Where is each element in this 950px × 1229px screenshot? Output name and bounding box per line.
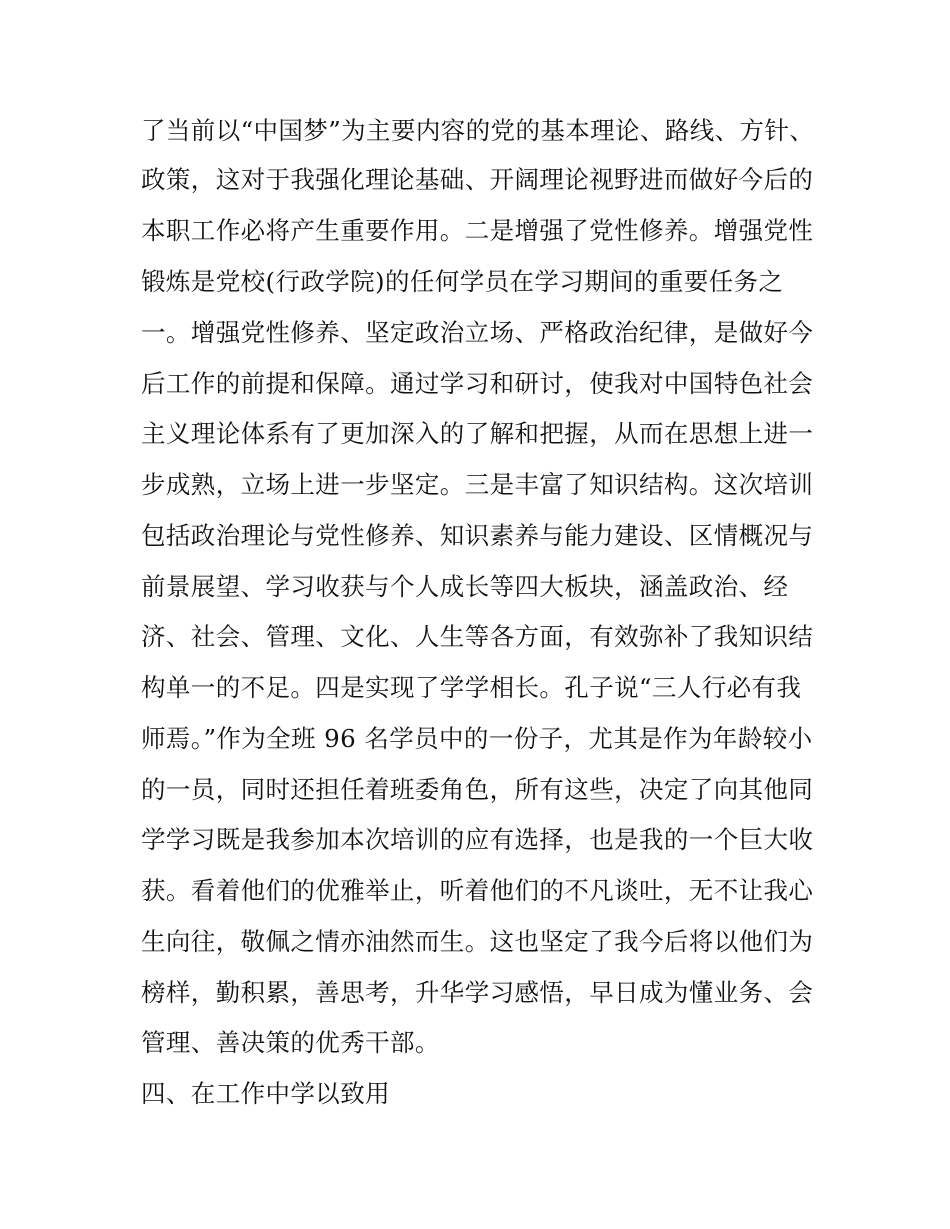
body-line-14: 的一员，同时还担任着班委角色，所有这些，决定了向其他同 [141,775,814,804]
body-line-12: 构单一的不足。四是实现了学学相长。孔子说“三人行必有我 [141,673,802,702]
body-line-18: 榜样，勤积累，善思考，升华学习感悟，早日成为懂业务、会 [141,978,814,1007]
body-line-3: 本职工作必将产生重要作用。二是增强了党性修养。增强党性 [141,216,814,245]
body-line-19: 管理、善决策的优秀干部。 [141,1028,440,1057]
body-line-4: 锻炼是党校(行政学院)的任何学员在学习期间的重要任务之 [141,267,784,296]
body-line-2: 政策，这对于我强化理论基础、开阔理论视野进而做好今后的 [141,165,814,194]
body-line-1: 了当前以“中国梦”为主要内容的党的基本理论、路线、方针、 [141,116,815,145]
body-line-7: 主义理论体系有了更加深入的了解和把握，从而在思想上进一 [141,419,814,448]
body-line-11: 济、社会、管理、文化、人生等各方面，有效弥补了我知识结 [141,622,814,651]
section-heading: 四、在工作中学以致用 [141,1079,390,1108]
body-line-16: 获。看着他们的优雅举止，听着他们的不凡谈吐，无不让我心 [141,876,814,905]
body-line-8: 步成熟，立场上进一步坚定。三是丰富了知识结构。这次培训 [141,470,814,499]
body-line-10: 前景展望、学习收获与个人成长等四大板块，涵盖政治、经 [141,572,789,601]
body-line-5: 一。增强党性修养、坚定政治立场、严格政治纪律，是做好今 [141,318,814,347]
body-line-17: 生向往，敬佩之情亦油然而生。这也坚定了我今后将以他们为 [141,927,814,956]
body-line-13: 师焉。”作为全班 96 名学员中的一份子，尤其是作为年龄较小 [141,724,813,753]
body-line-15: 学学习既是我参加本次培训的应有选择，也是我的一个巨大收 [141,825,814,854]
body-line-6: 后工作的前提和保障。通过学习和研讨，使我对中国特色社会 [141,369,814,398]
body-line-9: 包括政治理论与党性修养、知识素养与能力建设、区情概况与 [141,521,814,550]
